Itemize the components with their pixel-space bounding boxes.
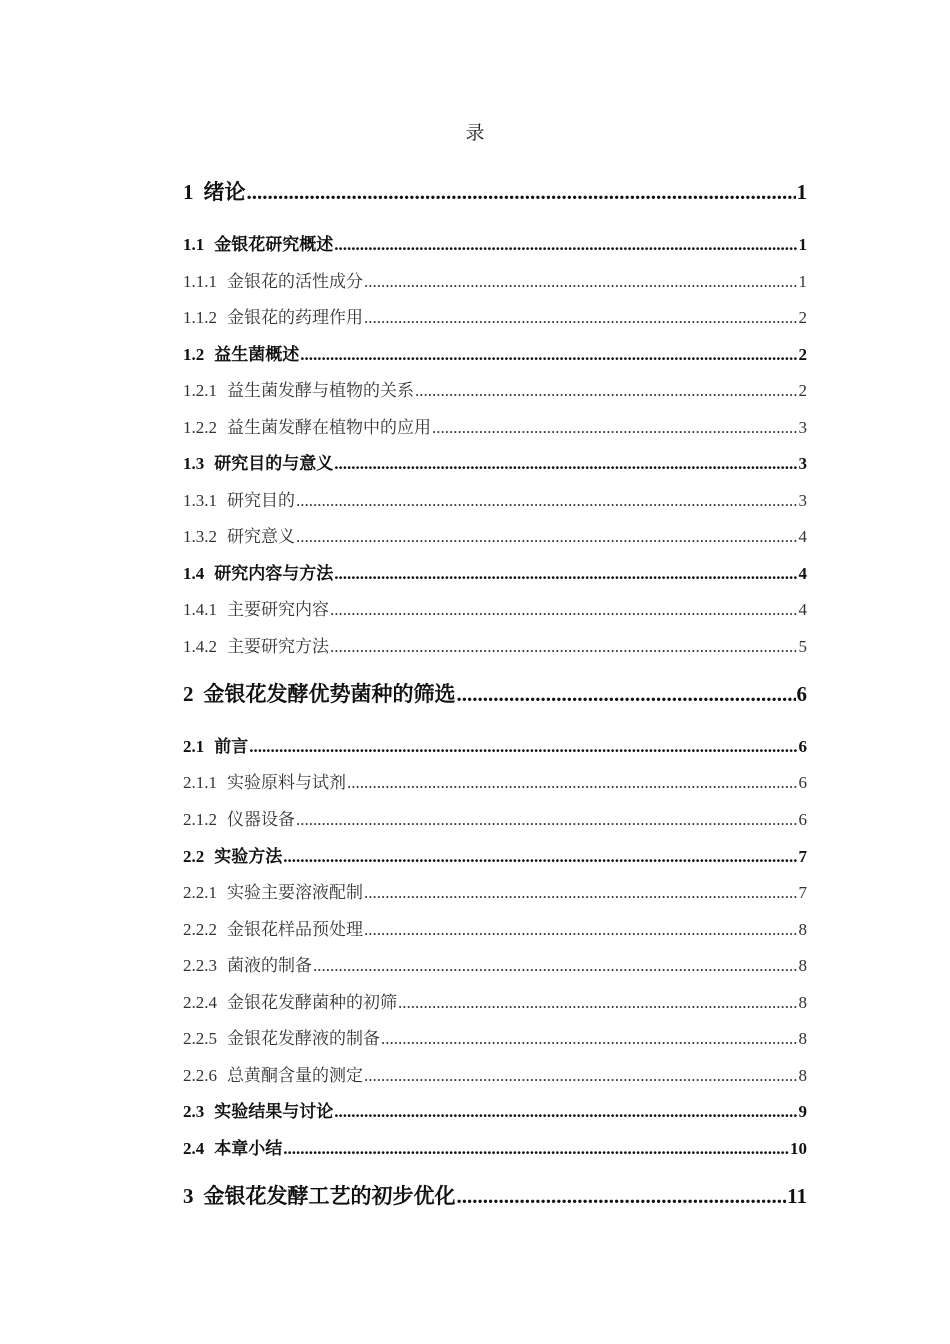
- toc-entry[interactable]: [183, 413, 807, 438]
- toc-entry-number: 2.2.2: [183, 920, 217, 939]
- dot-leader: [313, 956, 798, 976]
- toc-entry-text: 实验主要溶液配制: [227, 883, 363, 902]
- toc-entry-number: 1: [183, 180, 194, 204]
- toc-entry-title: [183, 1024, 380, 1049]
- dot-leader: [283, 1139, 789, 1159]
- toc-entry[interactable]: [183, 915, 807, 940]
- toc-entry-title: [183, 805, 295, 830]
- toc-entry-page-number: 4: [798, 600, 807, 619]
- toc-entry-text: 益生菌概述: [214, 345, 300, 364]
- toc-entry[interactable]: [183, 230, 807, 255]
- toc-entry-title: [183, 878, 363, 903]
- toc-entry-number: 2.3: [183, 1102, 205, 1121]
- dot-leader: [457, 1184, 787, 1209]
- dot-leader: [283, 847, 797, 867]
- toc-entry-number: 1.2.1: [183, 381, 217, 400]
- toc-entry-title: [183, 915, 363, 940]
- toc-entry-number: 1.3: [183, 454, 205, 473]
- toc-entry-text: 研究目的: [227, 491, 295, 510]
- toc-entry[interactable]: [183, 449, 807, 474]
- toc-entry-text: 本章小结: [214, 1139, 283, 1158]
- toc-entry[interactable]: [183, 1061, 807, 1086]
- toc-entry-page-number: 4: [798, 527, 807, 546]
- toc-entry-title: [183, 559, 333, 584]
- dot-leader: [296, 527, 798, 547]
- toc-entry-text: 益生菌发酵与植物的关系: [227, 381, 414, 400]
- toc-entry-text: 金银花发酵液的制备: [227, 1029, 380, 1048]
- dot-leader: [330, 637, 798, 657]
- toc-entry-page-number: 1: [798, 272, 807, 291]
- dot-leader: [381, 1029, 798, 1049]
- toc-entry-text: 绪论: [203, 180, 246, 204]
- toc-entry-number: 1.2: [183, 345, 205, 364]
- toc-entry-page-number: 2: [798, 308, 807, 327]
- toc-entry-number: 2.2: [183, 847, 205, 866]
- toc-entry-page-number: 1: [796, 180, 807, 204]
- toc-entry-text: 主要研究内容: [227, 600, 329, 619]
- toc-entry-text: 金银花发酵优势菌种的筛选: [203, 682, 456, 706]
- toc-entry-page-number: 7: [798, 883, 807, 902]
- toc-entry[interactable]: [183, 878, 807, 903]
- toc-entry-page-number: 10: [790, 1139, 807, 1158]
- toc-entry-text: 实验原料与试剂: [227, 773, 346, 792]
- toc-heading: 录: [465, 123, 485, 144]
- toc-entry-text: 总黄酮含量的测定: [227, 1066, 363, 1085]
- toc-entry-title: [183, 176, 246, 206]
- toc-entry-title: [183, 951, 312, 976]
- toc-entry-page-number: 8: [798, 920, 807, 939]
- toc-entry-text: 金银花研究概述: [214, 235, 334, 254]
- toc-entry[interactable]: [183, 486, 807, 511]
- toc-entry-text: 实验结果与讨论: [214, 1102, 334, 1121]
- toc-entry-title: [183, 678, 456, 708]
- toc-entry-number: 1.3.2: [183, 527, 217, 546]
- toc-entry-number: 1.4.1: [183, 600, 217, 619]
- toc-entry-page-number: 7: [798, 847, 807, 866]
- toc-entry-number: 1.1.2: [183, 308, 217, 327]
- toc-entry-number: 2.1.1: [183, 773, 217, 792]
- toc-entry-title: [183, 486, 295, 511]
- toc-entry-number: 2.2.3: [183, 956, 217, 975]
- dot-leader: [330, 600, 798, 620]
- toc-entry-text: 金银花发酵菌种的初筛: [227, 993, 397, 1012]
- toc-entry-number: 1.1.1: [183, 272, 217, 291]
- dot-leader: [334, 454, 797, 474]
- toc-entry[interactable]: [183, 1134, 807, 1159]
- toc-entry-page-number: 4: [798, 564, 807, 583]
- toc-entry[interactable]: [183, 176, 807, 206]
- toc-entry-page-number: 6: [796, 682, 807, 706]
- dot-leader: [364, 920, 798, 940]
- toc-entry-title: [183, 1134, 282, 1159]
- toc-entry[interactable]: [183, 595, 807, 620]
- toc-entry-text: 研究内容与方法: [214, 564, 334, 583]
- toc-entry-text: 实验方法: [214, 847, 283, 866]
- toc-entry-number: 1.1: [183, 235, 205, 254]
- dot-leader: [457, 682, 796, 707]
- toc-entry-number: 3: [183, 1184, 194, 1208]
- toc-entry-title: [183, 449, 333, 474]
- dot-leader: [398, 993, 798, 1013]
- toc-entry-text: 研究意义: [227, 527, 295, 546]
- toc-entry[interactable]: [183, 303, 807, 328]
- toc-entry[interactable]: [183, 632, 807, 657]
- toc-entry-text: 仪器设备: [227, 810, 295, 829]
- toc-entry-text: 金银花的活性成分: [227, 272, 363, 291]
- toc-entry-page-number: 8: [798, 1029, 807, 1048]
- toc-entry-number: 1.2.2: [183, 418, 217, 437]
- toc-entry[interactable]: [183, 1097, 807, 1122]
- toc-entry-page-number: 8: [798, 956, 807, 975]
- dot-leader: [347, 773, 798, 793]
- toc-entry-page-number: 3: [798, 454, 807, 473]
- toc-entry-number: 2.4: [183, 1139, 205, 1158]
- toc-entry-title: [183, 842, 282, 867]
- dot-leader: [364, 308, 798, 328]
- toc-entry-number: 2.2.6: [183, 1066, 217, 1085]
- toc-entry-text: 菌液的制备: [227, 956, 312, 975]
- toc-entry-title: [183, 267, 363, 292]
- toc-entry-title: [183, 1180, 456, 1210]
- toc-entry-title: [183, 303, 363, 328]
- toc-entry-text: 研究目的与意义: [214, 454, 334, 473]
- toc-entry-title: [183, 1097, 333, 1122]
- dot-leader: [334, 1102, 797, 1122]
- dot-leader: [364, 883, 798, 903]
- toc-entry[interactable]: [183, 1024, 807, 1049]
- toc-entry-title: [183, 988, 397, 1013]
- toc-entry[interactable]: [183, 805, 807, 830]
- toc-entry-page-number: 1: [798, 235, 807, 254]
- toc-entry-page-number: 6: [798, 810, 807, 829]
- toc-entry-page-number: 8: [798, 993, 807, 1012]
- toc-entry[interactable]: [183, 732, 807, 757]
- dot-leader: [432, 418, 798, 438]
- toc-entry-title: [183, 413, 431, 438]
- toc-entry-text: 前言: [214, 737, 249, 756]
- dot-leader: [300, 345, 797, 365]
- dot-leader: [334, 235, 797, 255]
- toc-entry-page-number: 11: [787, 1184, 807, 1208]
- toc-entry-page-number: 6: [798, 773, 807, 792]
- toc-entry[interactable]: [183, 522, 807, 547]
- toc-entry-page-number: 6: [798, 737, 807, 756]
- toc-entry-title: [183, 768, 346, 793]
- dot-leader: [296, 810, 798, 830]
- toc-entry-page-number: 5: [798, 637, 807, 656]
- toc-entry-text: 金银花的药理作用: [227, 308, 363, 327]
- toc-entry-title: [183, 595, 329, 620]
- toc-entry-number: 2.2.1: [183, 883, 217, 902]
- toc-entry-title: [183, 732, 248, 757]
- toc-entry-number: 2.1: [183, 737, 205, 756]
- dot-leader: [364, 272, 798, 292]
- toc-entry[interactable]: [183, 842, 807, 867]
- dot-leader: [415, 381, 798, 401]
- toc-entry-number: 2.2.5: [183, 1029, 217, 1048]
- toc-entry-number: 1.4.2: [183, 637, 217, 656]
- toc-entry-title: [183, 340, 299, 365]
- toc-entry-number: 1.3.1: [183, 491, 217, 510]
- toc-entry-text: 主要研究方法: [227, 637, 329, 656]
- toc-entry-page-number: 2: [798, 381, 807, 400]
- dot-leader: [334, 564, 797, 584]
- toc-entry-title: [183, 522, 295, 547]
- toc-entry[interactable]: [183, 1180, 807, 1210]
- toc-entry-number: 2.1.2: [183, 810, 217, 829]
- toc-entry[interactable]: [183, 768, 807, 793]
- toc-entry-page-number: 3: [798, 418, 807, 437]
- toc-entry-title: [183, 1061, 363, 1086]
- toc-entry-page-number: 2: [798, 345, 807, 364]
- toc-entry[interactable]: [183, 559, 807, 584]
- toc-entry[interactable]: [183, 678, 807, 708]
- toc-entry-title: [183, 632, 329, 657]
- toc-entry-number: 2.2.4: [183, 993, 217, 1012]
- dot-leader: [364, 1066, 798, 1086]
- toc-entry-number: 1.4: [183, 564, 205, 583]
- toc-entry-number: 2: [183, 682, 194, 706]
- toc-entry[interactable]: [183, 267, 807, 292]
- toc-entry[interactable]: [183, 951, 807, 976]
- toc-entry-text: 金银花样品预处理: [227, 920, 363, 939]
- toc-entry[interactable]: [183, 340, 807, 365]
- toc-entry-text: 益生菌发酵在植物中的应用: [227, 418, 431, 437]
- toc-entry-text: 金银花发酵工艺的初步优化: [203, 1184, 456, 1208]
- toc-entry-page-number: 8: [798, 1066, 807, 1085]
- dot-leader: [247, 180, 796, 205]
- toc-entry-title: [183, 230, 333, 255]
- toc-entry[interactable]: [183, 988, 807, 1013]
- dot-leader: [296, 491, 798, 511]
- dot-leader: [249, 737, 797, 757]
- toc-entry-page-number: 9: [798, 1102, 807, 1121]
- toc-entry-page-number: 3: [798, 491, 807, 510]
- toc-entry-title: [183, 376, 414, 401]
- toc-entry[interactable]: [183, 376, 807, 401]
